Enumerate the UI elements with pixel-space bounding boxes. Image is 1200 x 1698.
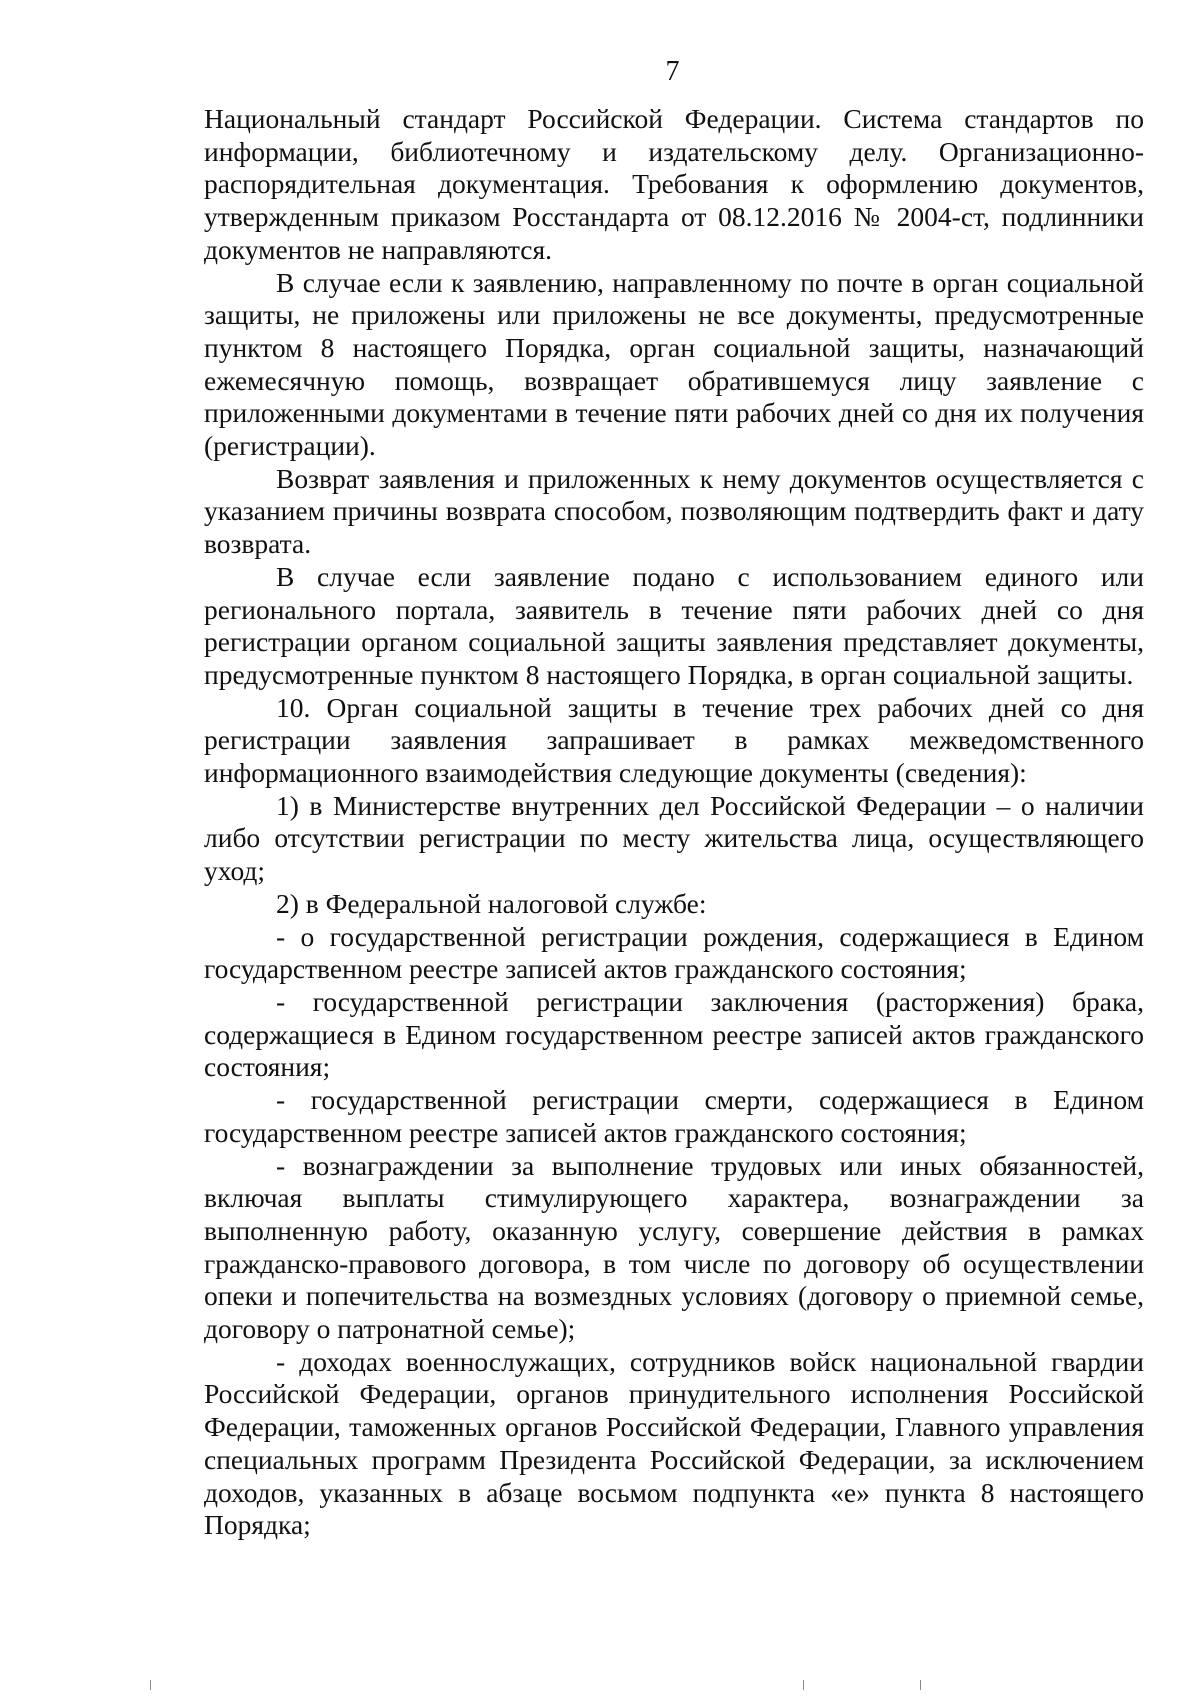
scan-tick bbox=[150, 1680, 151, 1690]
page-number: 7 bbox=[665, 56, 680, 87]
paragraph-item-10-2-fns: 2) в Федеральной налоговой службе: bbox=[276, 887, 707, 919]
document-body bbox=[204, 103, 1144, 1542]
scan-tick bbox=[920, 1680, 921, 1690]
paragraph-portal-submission: В случае если заявление подано с использованием единого или регионального портала, заявитель в течение пяти рабочих дней со дня регистрации органом социальной защиты заявления представляет документы, предусмотренные пунктом 8 настоящего Порядка, в орган социальной защиты. bbox=[204, 560, 1144, 690]
list-item-death-registration: - государственной регистрации смерти, содержащиеся в Едином государственном реестре записей актов гражданского состояния; bbox=[204, 1084, 1144, 1148]
paragraph-return-of-application: Возврат заявления и приложенных к нему документов осуществляется с указанием причины возврата способом, позволяющим подтвердить факт и дату возврата. bbox=[204, 462, 1144, 560]
paragraph-intro-continuation: Национальный стандарт Российской Федерации. Система стандартов по информации, библиотечному и издательскому делу. Организационно-распорядительная документация. Требования к оформлению документов, утвержденным приказом Росстандарта от 08.12.2016 № 2004-ст, подлинники документов не направляются. bbox=[204, 103, 1144, 265]
scan-tick bbox=[803, 1680, 804, 1690]
paragraph-item-10: 10. Орган социальной защиты в течение трех рабочих дней со дня регистрации заявления запрашивает в рамках межведомственного информационного взаимодействия следующие документы (сведения): bbox=[204, 691, 1144, 789]
list-item-military-income: - доходах военнослужащих, сотрудников войск национальной гвардии Российской Федерации, органов принудительного исполнения Российской Федерации, таможенных органов Российской Федерации, Главного управления специальных программ Президента Российской Федерации, за исключением доходов, указанных в абзаце восьмом подпункта «е» пункта 8 настоящего Порядка; bbox=[204, 1345, 1144, 1541]
list-item-marriage-registration: - государственной регистрации заключения (расторжения) брака, содержащиеся в Едином государственном реестре записей актов гражданского состояния; bbox=[204, 985, 1144, 1083]
list-item-remuneration: - вознаграждении за выполнение трудовых или иных обязанностей, включая выплаты стимулирующего характера, вознаграждении за выполненную работу, оказанную услугу, совершение действия в рамках гражданско-правового договора, в том числе по договору об осуществлении опеки и попечительства на возмездных условиях (договору о приемной семье, договору о патронатной семье); bbox=[204, 1149, 1144, 1345]
paragraph-mail-incomplete-documents: В случае если к заявлению, направленному по почте в орган социальной защиты, не приложены или приложены не все документы, предусмотренные пунктом 8 настоящего Порядка, орган социальной защиты, назначающий ежемесячную помощь, возвращает обратившемуся лицу заявление с приложенными документами в течение пяти рабочих дней со дня их получения (регистрации). bbox=[204, 266, 1144, 462]
paragraph-item-10-1-mvd: 1) в Министерстве внутренних дел Российской Федерации – о наличии либо отсутствии регистрации по месту жительства лица, осуществляющего уход; bbox=[204, 789, 1144, 887]
scan-edge-marks bbox=[0, 1668, 1200, 1698]
list-item-birth-registration: - о государственной регистрации рождения, содержащиеся в Едином государственном реестре записей актов гражданского состояния; bbox=[204, 920, 1144, 985]
